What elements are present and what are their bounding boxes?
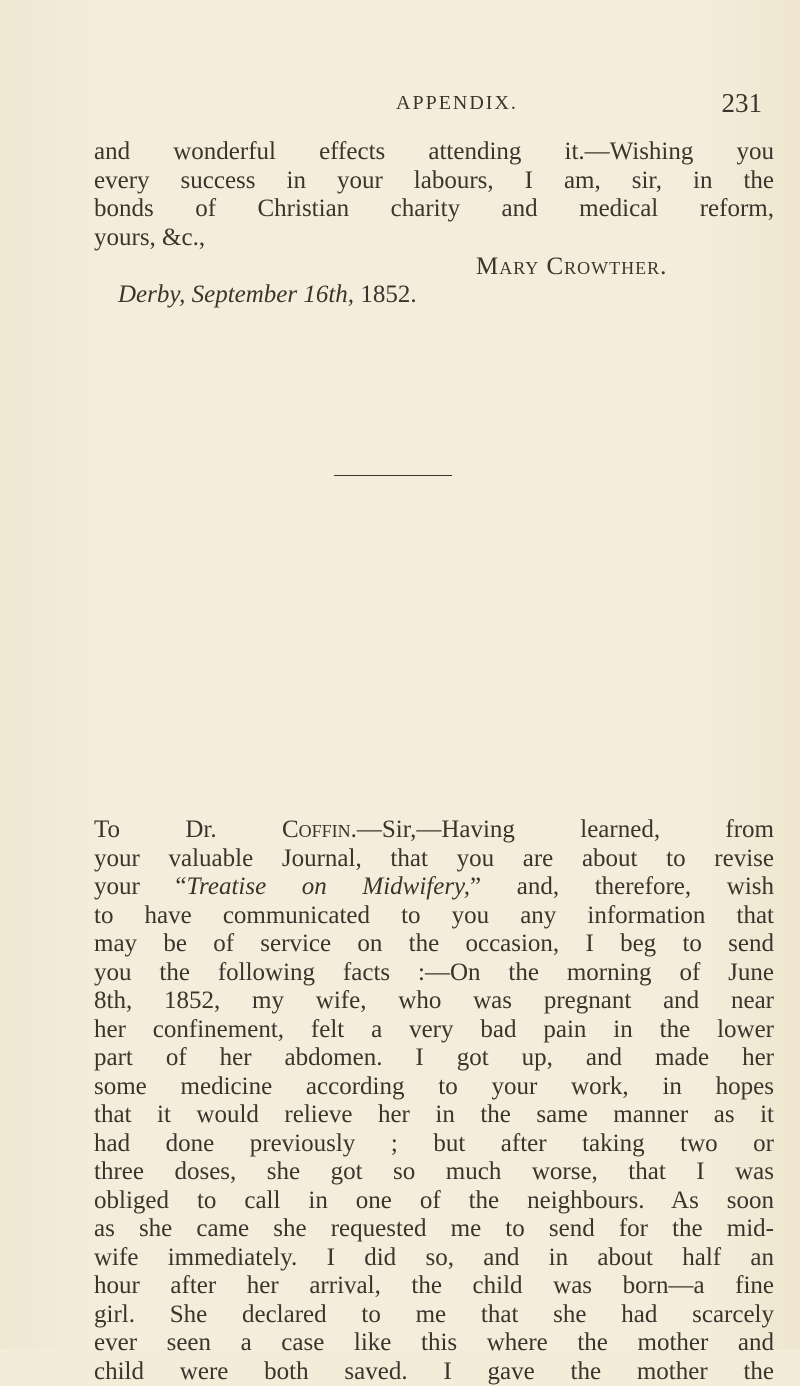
salutation-rest: —Sir,—Having learned, from xyxy=(357,816,774,843)
text-line: to have communicated to you any information that xyxy=(94,902,774,931)
text-line: her confinement, felt a very bad pain in the lower xyxy=(94,1016,774,1045)
text-line: wife immediately. I did so, and in about half an xyxy=(94,1244,774,1273)
text-line: ever seen a case like this where the mother and xyxy=(94,1329,774,1358)
page-number: 231 xyxy=(722,88,763,119)
dateline-year: 1852. xyxy=(360,281,416,308)
text-fragment: ” and, therefore, wish xyxy=(470,873,774,900)
text-line: that it would relieve her in the same manner as it xyxy=(94,1101,774,1130)
section-divider xyxy=(334,475,452,476)
text-line: your valuable Journal, that you are about to revise xyxy=(94,845,774,874)
text-line: as she came she requested me to send for the mid- xyxy=(94,1215,774,1244)
text-line: some medicine according to your work, in hopes xyxy=(94,1073,774,1102)
text-line xyxy=(94,816,774,845)
book-title: Treatise on Midwifery, xyxy=(187,873,471,900)
addressee-name: Coffin. xyxy=(282,816,357,843)
text-line: you the following facts :—On the morning of June xyxy=(94,959,774,988)
text-line: may be of service on the occasion, I beg to send xyxy=(94,930,774,959)
letter-body-paragraph xyxy=(94,816,774,1386)
text-line: 8th, 1852, my wife, who was pregnant and near xyxy=(94,987,774,1016)
running-head: APPENDIX. xyxy=(396,92,518,115)
dateline-place: Derby, September 16th, xyxy=(118,281,354,308)
text-fragment: your “ xyxy=(94,873,187,900)
text-line: obliged to call in one of the neighbours. As soon xyxy=(94,1187,774,1216)
text-line: child were both saved. I gave the mother the xyxy=(94,1358,774,1386)
text-line: bonds of Christian charity and medical reform, xyxy=(94,195,774,224)
text-line xyxy=(94,873,774,902)
text-line: had done previously ; but after taking two or xyxy=(94,1130,774,1159)
text-line: girl. She declared to me that she had scarcely xyxy=(94,1301,774,1330)
text-line: three doses, she got so much worse, that I was xyxy=(94,1158,774,1187)
text-line: part of her abdomen. I got up, and made her xyxy=(94,1044,774,1073)
signature: Mary Crowther. xyxy=(476,253,667,281)
text-line: every success in your labours, I am, sir, in the xyxy=(94,167,774,196)
salutation: To Dr. xyxy=(94,816,282,843)
text-line: hour after her arrival, the child was born—a fine xyxy=(94,1272,774,1301)
text-line: yours, &c., xyxy=(94,224,774,253)
page-header xyxy=(160,88,792,124)
text-line: and wonderful effects attending it.—Wishing you xyxy=(94,138,774,167)
letter-closing-paragraph xyxy=(94,138,774,252)
dateline xyxy=(118,281,417,309)
